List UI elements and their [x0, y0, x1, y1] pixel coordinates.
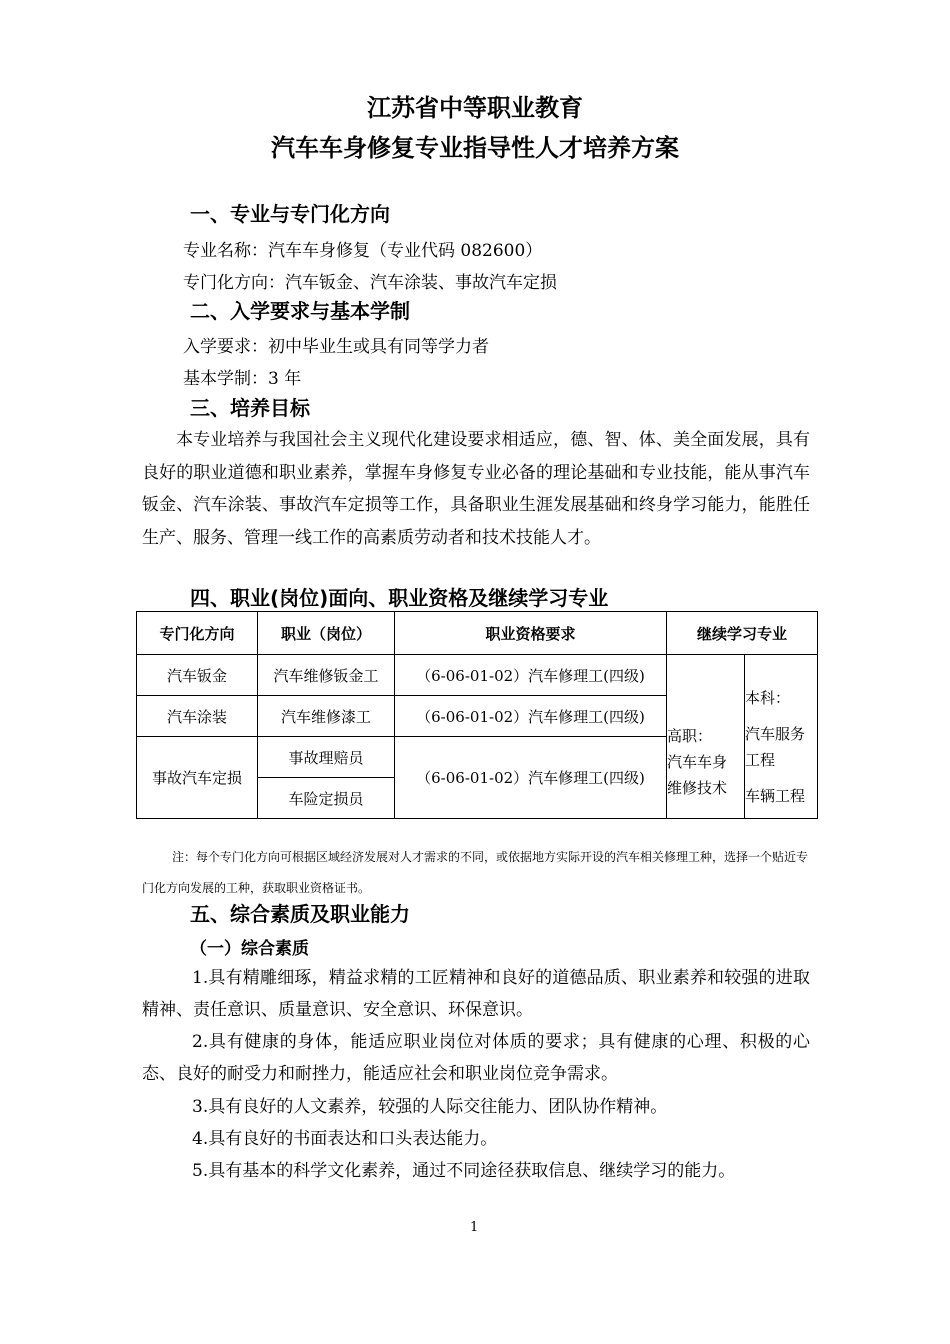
major-directions: 专门化方向：汽车钣金、汽车涂装、事故汽车定损	[183, 273, 557, 293]
table-note: 注：每个专门化方向可根据区域经济发展对人才需求的不同，或依据地方实际开设的汽车相关修理工种，选择一个贴近专门化方向发展的工种，获取职业资格证书。	[142, 850, 809, 895]
section3-heading: 三、培养目标	[190, 396, 310, 420]
doc-title-line2: 汽车车身修复专业指导性人才培养方案	[271, 134, 679, 162]
header-direction: 专门化方向	[137, 612, 258, 655]
quality-item: 5.具有基本的科学文化素养，通过不同途径获取信息、继续学习的能力。	[192, 1161, 736, 1181]
benke-label: 本科：	[745, 688, 791, 707]
qualification-table	[136, 611, 818, 819]
section2-heading: 二、入学要求与基本学制	[190, 299, 410, 323]
study-duration: 基本学制：3 年	[183, 369, 302, 389]
cell-direction: 汽车钣金	[137, 655, 258, 696]
benke-major-1: 汽车服务工程	[745, 724, 806, 769]
header-continuing-study: 继续学习专业	[667, 612, 818, 655]
page-number: 1	[470, 1220, 479, 1235]
gaozhi-label: 高职：	[667, 726, 713, 745]
section5-heading: 五、综合素质及职业能力	[190, 902, 410, 926]
gaozhi-major: 汽车车身维修技术	[667, 752, 728, 797]
quality-item: 3.具有良好的人文素养，较强的人际交往能力、团队协作精神。	[192, 1097, 668, 1117]
quality-item: 1.具有精雕细琢，精益求精的工匠精神和良好的道德品质、职业素养和较强的进取精神、责任意识、质量意识、安全意识、环保意识。	[142, 968, 810, 1020]
doc-title-line1: 江苏省中等职业教育	[367, 94, 583, 122]
cell-qualification: （6-06-01-02）汽车修理工(四级)	[395, 655, 667, 696]
section5-subheading: （一）综合素质	[190, 939, 309, 959]
section4-heading: 四、职业(岗位)面向、职业资格及继续学习专业	[190, 586, 609, 610]
cell-benke	[745, 655, 818, 819]
major-name: 专业名称：汽车车身修复（专业代码 082600）	[183, 241, 543, 261]
cell-direction: 事故汽车定损	[137, 737, 258, 819]
entry-requirement: 入学要求：初中毕业生或具有同等学力者	[183, 337, 489, 357]
cell-qualification: （6-06-01-02）汽车修理工(四级)	[395, 737, 667, 819]
cell-job: 汽车维修钣金工	[258, 655, 395, 696]
cell-job: 汽车维修漆工	[258, 696, 395, 737]
quality-item: 2.具有健康的身体，能适应职业岗位对体质的要求；具有健康的心理、积极的心态、良好的耐受力和耐挫力，能适应社会和职业岗位竞争需求。	[142, 1032, 810, 1084]
table-row	[137, 655, 818, 696]
header-job: 职业（岗位）	[258, 612, 395, 655]
table-header-row	[137, 612, 818, 655]
header-qualification: 职业资格要求	[395, 612, 667, 655]
training-goal-text: 本专业培养与我国社会主义现代化建设要求相适应，德、智、体、美全面发展，具有良好的职业道德和职业素养，掌握车身修复专业必备的理论基础和专业技能，能从事汽车钣金、汽车涂装、事故汽车定损等工作，具备职业生涯发展基础和终身学习能力，能胜任生产、服务、管理一线工作的高素质劳动者和技术技能人才。	[142, 430, 810, 548]
quality-item: 4.具有良好的书面表达和口头表达能力。	[192, 1129, 498, 1149]
cell-gaozhi	[667, 655, 745, 819]
cell-qualification: （6-06-01-02）汽车修理工(四级)	[395, 696, 667, 737]
benke-major-2: 车辆工程	[745, 786, 806, 805]
section1-heading: 一、专业与专门化方向	[190, 202, 390, 226]
cell-job: 事故理赔员	[258, 737, 395, 778]
cell-job: 车险定损员	[258, 778, 395, 819]
cell-direction: 汽车涂装	[137, 696, 258, 737]
